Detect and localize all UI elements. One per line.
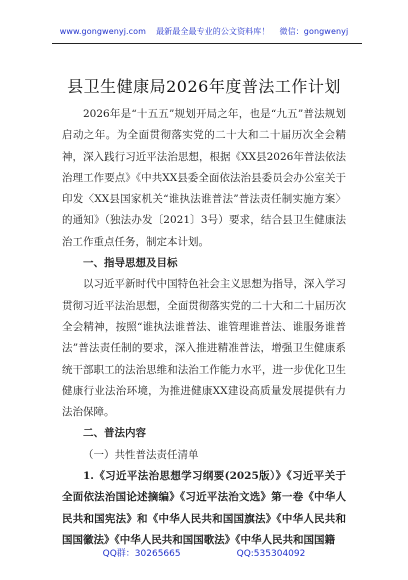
section-heading-content: 二、普法内容: [83, 427, 146, 440]
footer-qq-number: QQ:535304092: [236, 549, 306, 559]
page-header: [0, 26, 408, 37]
header-site-link[interactable]: www.gongwenyj.com: [59, 27, 147, 36]
header-wechat: 微信：gongwenyj: [279, 27, 349, 36]
header-slogan: 最新最全最专业的公文资料库！: [156, 27, 270, 36]
document-body: [62, 104, 346, 551]
document-title: 县卫生健康局2026年度普法工作计划: [67, 77, 341, 96]
list-item-1: 1.《习近平法治思想学习纲要(2025版）》《习近平关于全面依法治国论述摘编》《习近平法治文选》第一卷《中华人民共和国宪法》和《中华人民共和国国旗法》《中华人民共和国国徽法》《中华人民共和国国歌法》《中华人民共和国国籍: [62, 470, 346, 546]
section-heading-guiding: 一、指导思想及目标: [83, 257, 178, 270]
guiding-paragraph: 以习近平新时代中国特色社会主义思想为指导，深入学习贯彻习近平法治思想，全面贯彻落实党的二十大和二十届历次全会精神，按照“谁执法谁普法、谁管理谁普法、谁服务谁普法”普法责任制的要求，深入推进精准普法，增强卫生健康系统干部职工的法治思维和法治工作能力水平，进一步优化卫生健康行业法治环境，为推进健康XX建设高质量发展提供有力法治保障。: [62, 278, 346, 419]
page-footer: [0, 546, 408, 559]
subsection-heading-common: （一）共性普法责任清单: [83, 448, 199, 461]
header-divider: [52, 43, 362, 44]
intro-paragraph: 2026年是“十五五”规划开局之年，也是“九五”普法规划启动之年。为全面贯彻落实党的二十大和二十届历次全会精神，深入践行习近平法治思想，根据《XX县2026年普法依法治理工作要点》《中共XX县委全面依法治县委员会办公室关于印发〈XX县国家机关“谁执法谁普法”普法责任制实施方案〉的通知》（独法办发〔2021〕3号）要求，结合县卫生健康法治工作重点任务，制定本计划。: [62, 108, 346, 248]
footer-qq-group: QQ群：30265665: [102, 549, 181, 559]
